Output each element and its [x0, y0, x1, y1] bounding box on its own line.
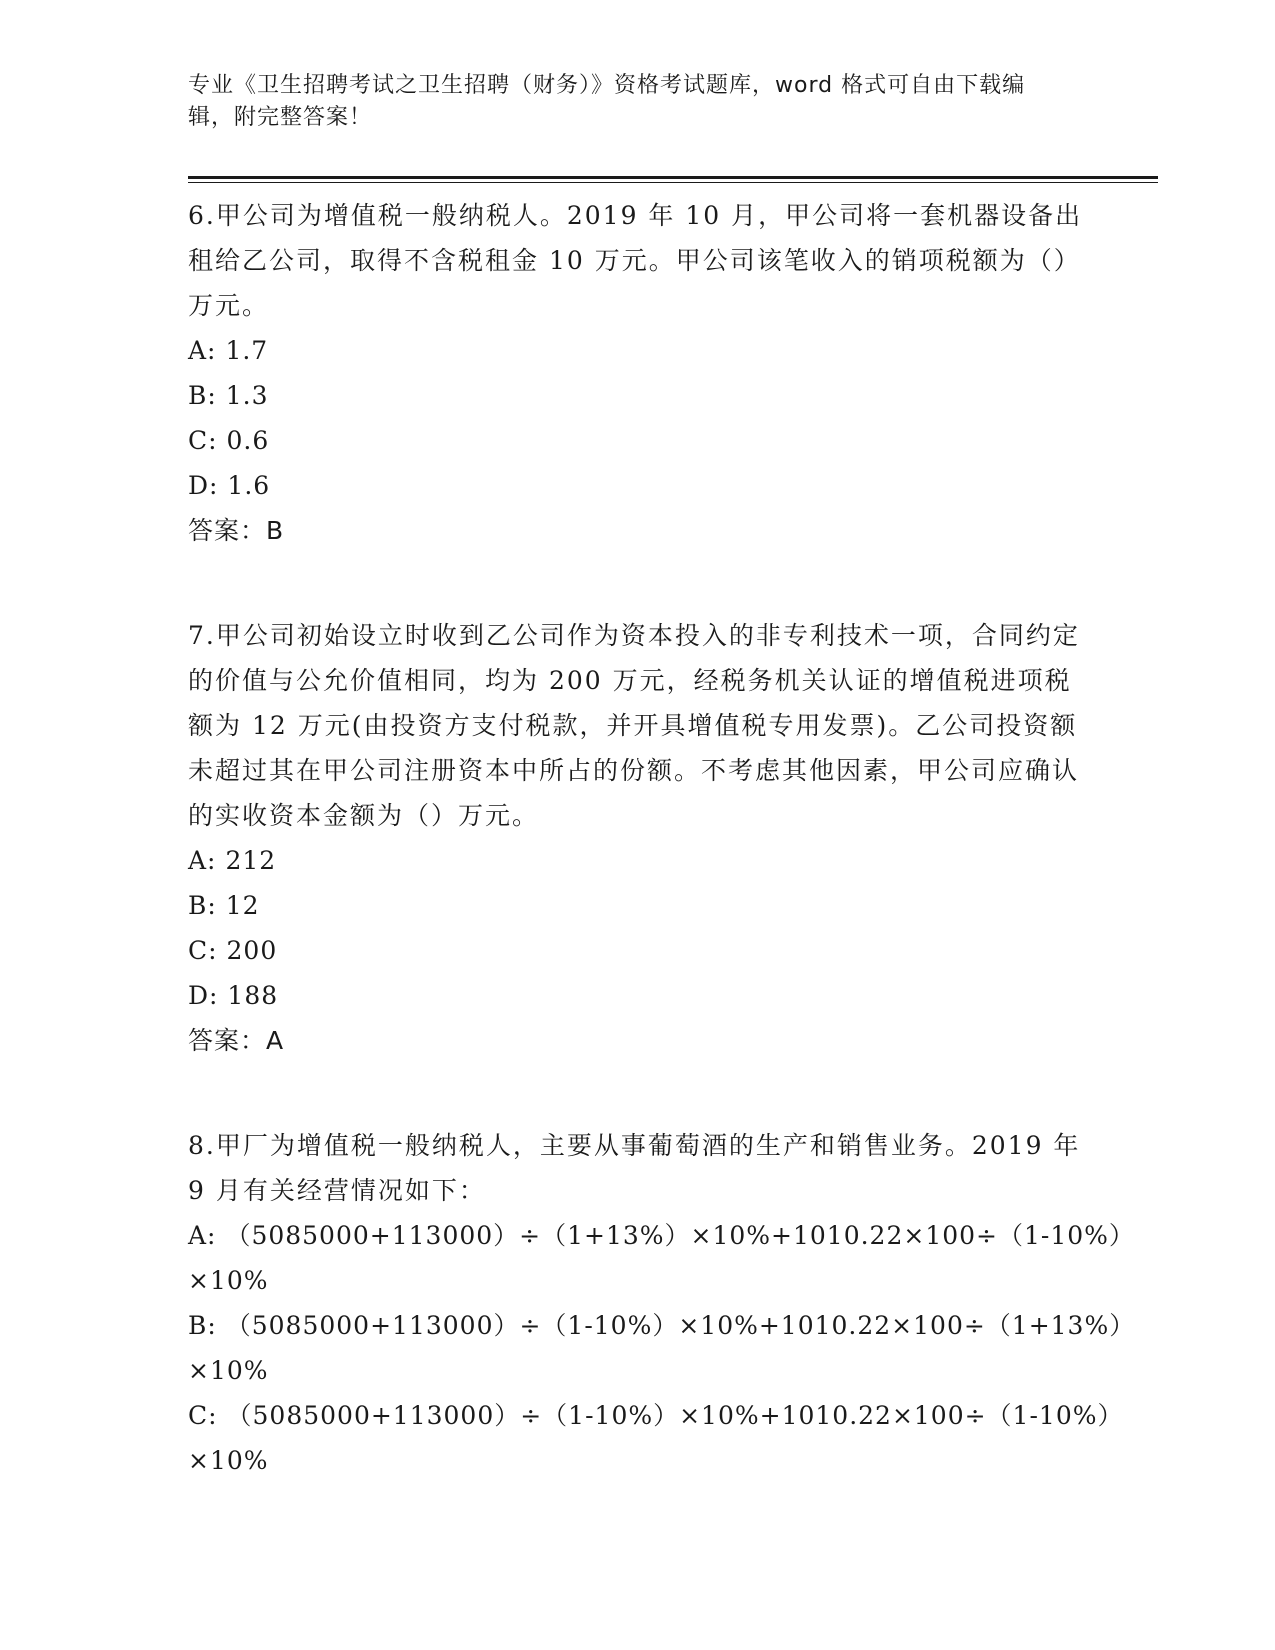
option-a: A: 1.7	[188, 336, 269, 365]
option-a: A: （5085000+113000）÷（1+13%）×10%+1010.22×100÷（1-10%）×10%	[188, 1221, 1135, 1295]
option-a: A: 212	[188, 846, 277, 875]
option-b: B: 1.3	[188, 381, 269, 410]
option-b: B: 12	[188, 891, 260, 920]
question-7	[188, 613, 1158, 1063]
option-d: D: 188	[188, 981, 279, 1010]
option-c: C: 0.6	[188, 426, 270, 455]
document-header: 专业《卫生招聘考试之卫生招聘（财务）》资格考试题库，word 格式可自由下载编辑，附完整答案！	[188, 73, 1026, 130]
option-c: C: （5085000+113000）÷（1-10%）×10%+1010.22×100÷（1-10%）×10%	[188, 1401, 1124, 1475]
answer-line: 答案：A	[188, 1026, 285, 1055]
question-stem: 6.甲公司为增值税一般纳税人。2019 年 10 月，甲公司将一套机器设备出租给乙公司，取得不含税租金 10 万元。甲公司该笔收入的销项税额为（）万元。	[188, 201, 1083, 320]
document-page	[188, 70, 1158, 1483]
question-stem: 8.甲厂为增值税一般纳税人，主要从事葡萄酒的生产和销售业务。2019 年 9 月有关经营情况如下：	[188, 1131, 1081, 1205]
question-8	[188, 1123, 1158, 1483]
option-b: B: （5085000+113000）÷（1-10%）×10%+1010.22×100÷（1+13%）×10%	[188, 1311, 1136, 1385]
option-c: C: 200	[188, 936, 278, 965]
header-divider	[188, 176, 1158, 183]
question-stem: 7.甲公司初始设立时收到乙公司作为资本投入的非专利技术一项，合同约定的价值与公允价值相同，均为 200 万元，经税务机关认证的增值税进项税额为 12 万元(由投资方支付税款，并开具增值税专用发票)。乙公司投资额未超过其在甲公司注册资本中所占的份额。不考虑其他因素，甲公司应确认的实收资本金额为（）万元。	[188, 621, 1080, 830]
answer-line: 答案：B	[188, 516, 285, 545]
option-d: D: 1.6	[188, 471, 271, 500]
question-6	[188, 193, 1158, 553]
